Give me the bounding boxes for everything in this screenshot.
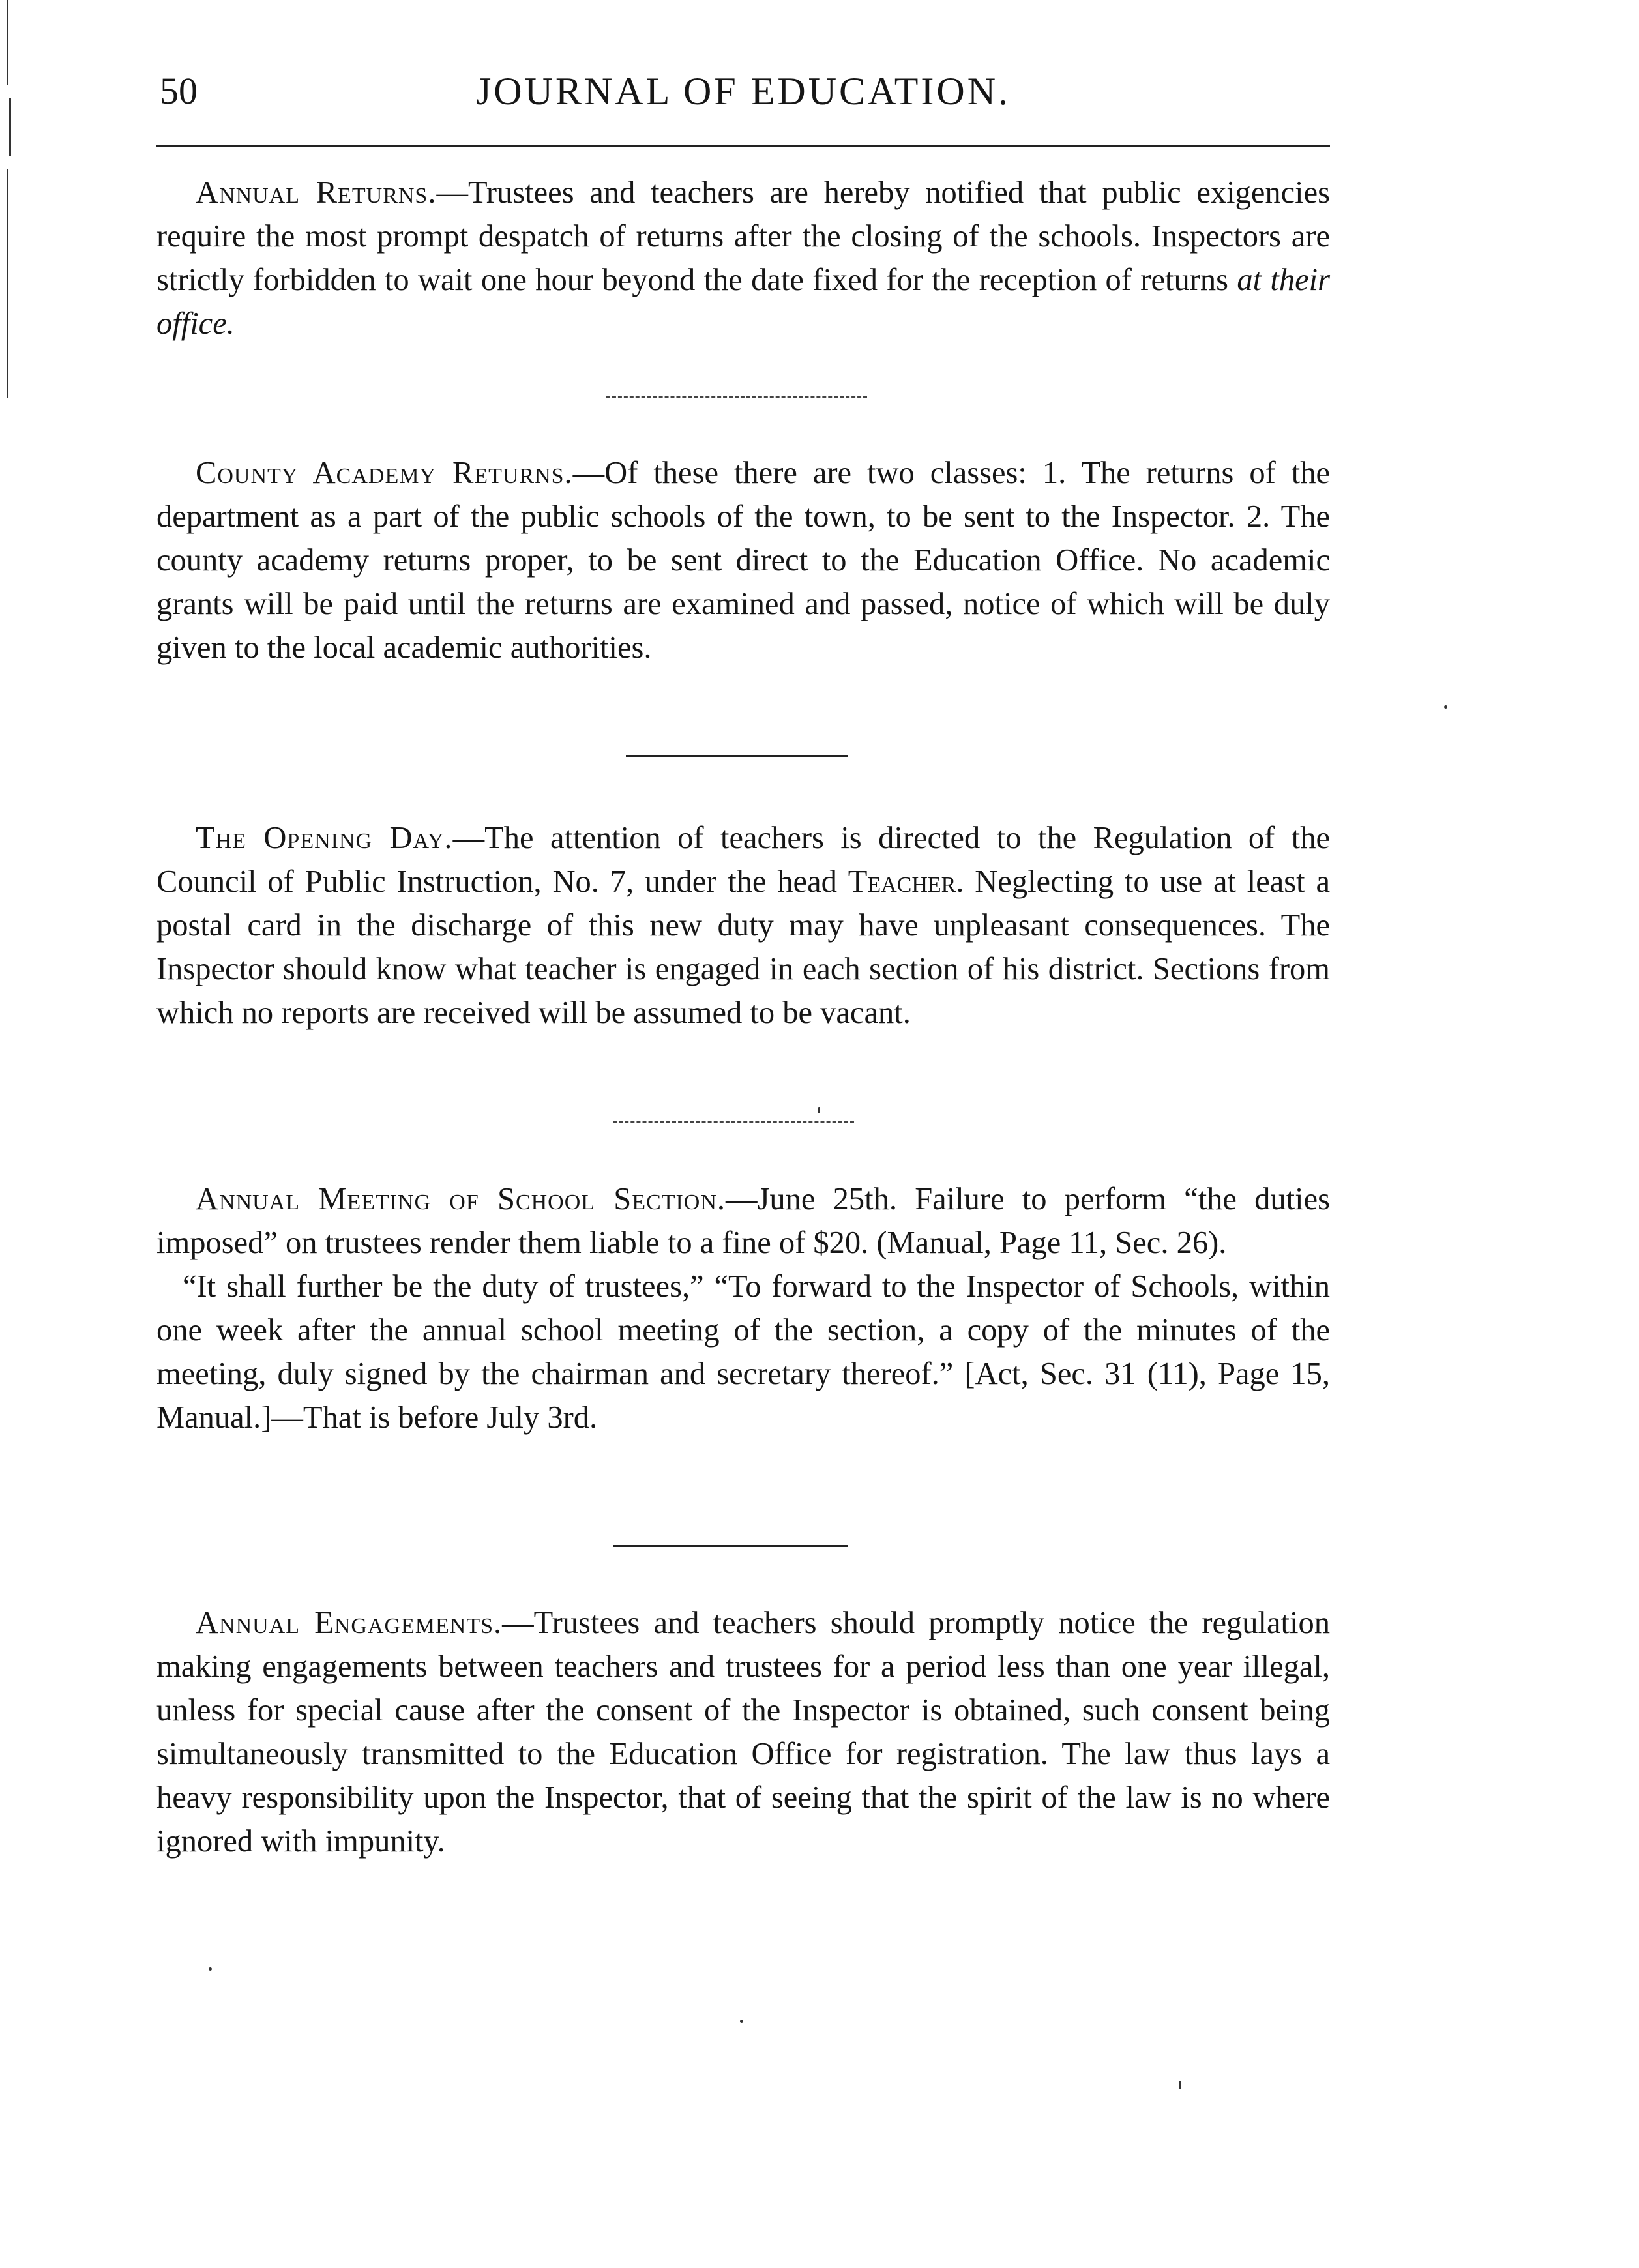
- section-body: Neglecting to use at least a postal card in the discharge of this new duty may have unpleasant consequences. The Inspector should know what teacher is engaged in each section of his district. Sections from which no reports are received will be assumed to be vacant.: [156, 864, 1331, 1030]
- section-annual-returns: [156, 171, 1330, 346]
- section-body: —The attention of teachers is directed to the Regulation of the Council of Public Instruction, No. 7, under the head: [156, 821, 1330, 899]
- section-lead: Annual Meeting of School Section.: [196, 1182, 726, 1216]
- section-body: —Trustees and teachers are hereby notified that public exigencies require the most prompt despatch of returns after the closing of the schools. Inspectors are strictly forbidden to wait one hour beyond the date fixed for the reception of returns: [156, 175, 1331, 297]
- header-rule: [156, 145, 1330, 147]
- section-continuation: “It shall further be the duty of trustees,” “To forward to the Inspector of Schools, within one week after the annual school meeting of the section, a copy of the minutes of the meeting, duly signed by the chairman and secretary thereof.” [Act, Sec. 31 (11), Page 15, Manual.]—That is before July 3rd.: [156, 1269, 1330, 1435]
- section-lead: The Opening Day.: [196, 821, 453, 855]
- journal-title: JOURNAL OF EDUCATION.: [475, 70, 1011, 113]
- section-county-academy-returns: [156, 451, 1330, 670]
- section-body: —Trustees and teachers should promptly notice the regulation making engagements between teachers and trustees for a period less than one year illegal, unless for special cause after the consent of the Inspector is obtained, such consent being simultaneously transmitted to the Education Office for registration. The law thus lays a heavy responsibility upon the Inspector, that of seeing that the spirit of the law is no where ignored with impunity.: [156, 1606, 1330, 1859]
- page-header: [160, 62, 1327, 121]
- scan-speck: [818, 1107, 820, 1113]
- section-smallcaps-word: Teacher.: [848, 864, 964, 899]
- section-divider: [606, 396, 867, 398]
- section-lead: Annual Returns.: [196, 175, 437, 210]
- scan-edge-mark: [7, 0, 8, 85]
- section-annual-meeting: [156, 1177, 1330, 1439]
- section-divider: [626, 755, 848, 757]
- scan-edge-mark: [9, 98, 11, 156]
- section-body: —June 25th. Failure to perform “the duties imposed” on trustees render them liable to a fine of $20. (Manual, Page 11, Sec. 26).: [156, 1182, 1331, 1260]
- section-opening-day: [156, 816, 1330, 1035]
- scan-edge-mark: [7, 169, 8, 398]
- scan-speck: [1179, 2081, 1181, 2089]
- section-annual-engagements: [156, 1601, 1330, 1863]
- section-divider: [613, 1545, 848, 1547]
- section-divider: [613, 1121, 854, 1123]
- scan-speck: [209, 1967, 212, 1971]
- page-number: 50: [160, 70, 198, 112]
- section-body: —Of these there are two classes: 1. The returns of the department as a part of the public schools of the town, to be sent to the Inspector. 2. The county academy returns proper, to be sent direct to the Education Office. No academic grants will be paid until the returns are examined and passed, notice of which will be duly given to the local academic authorities.: [156, 456, 1330, 665]
- scan-speck: [740, 2020, 743, 2023]
- section-italic-tail: at their office.: [156, 263, 1330, 341]
- section-lead: County Academy Returns.: [196, 456, 573, 490]
- section-lead: Annual Engagements.: [196, 1606, 503, 1640]
- scan-speck: [1444, 705, 1447, 709]
